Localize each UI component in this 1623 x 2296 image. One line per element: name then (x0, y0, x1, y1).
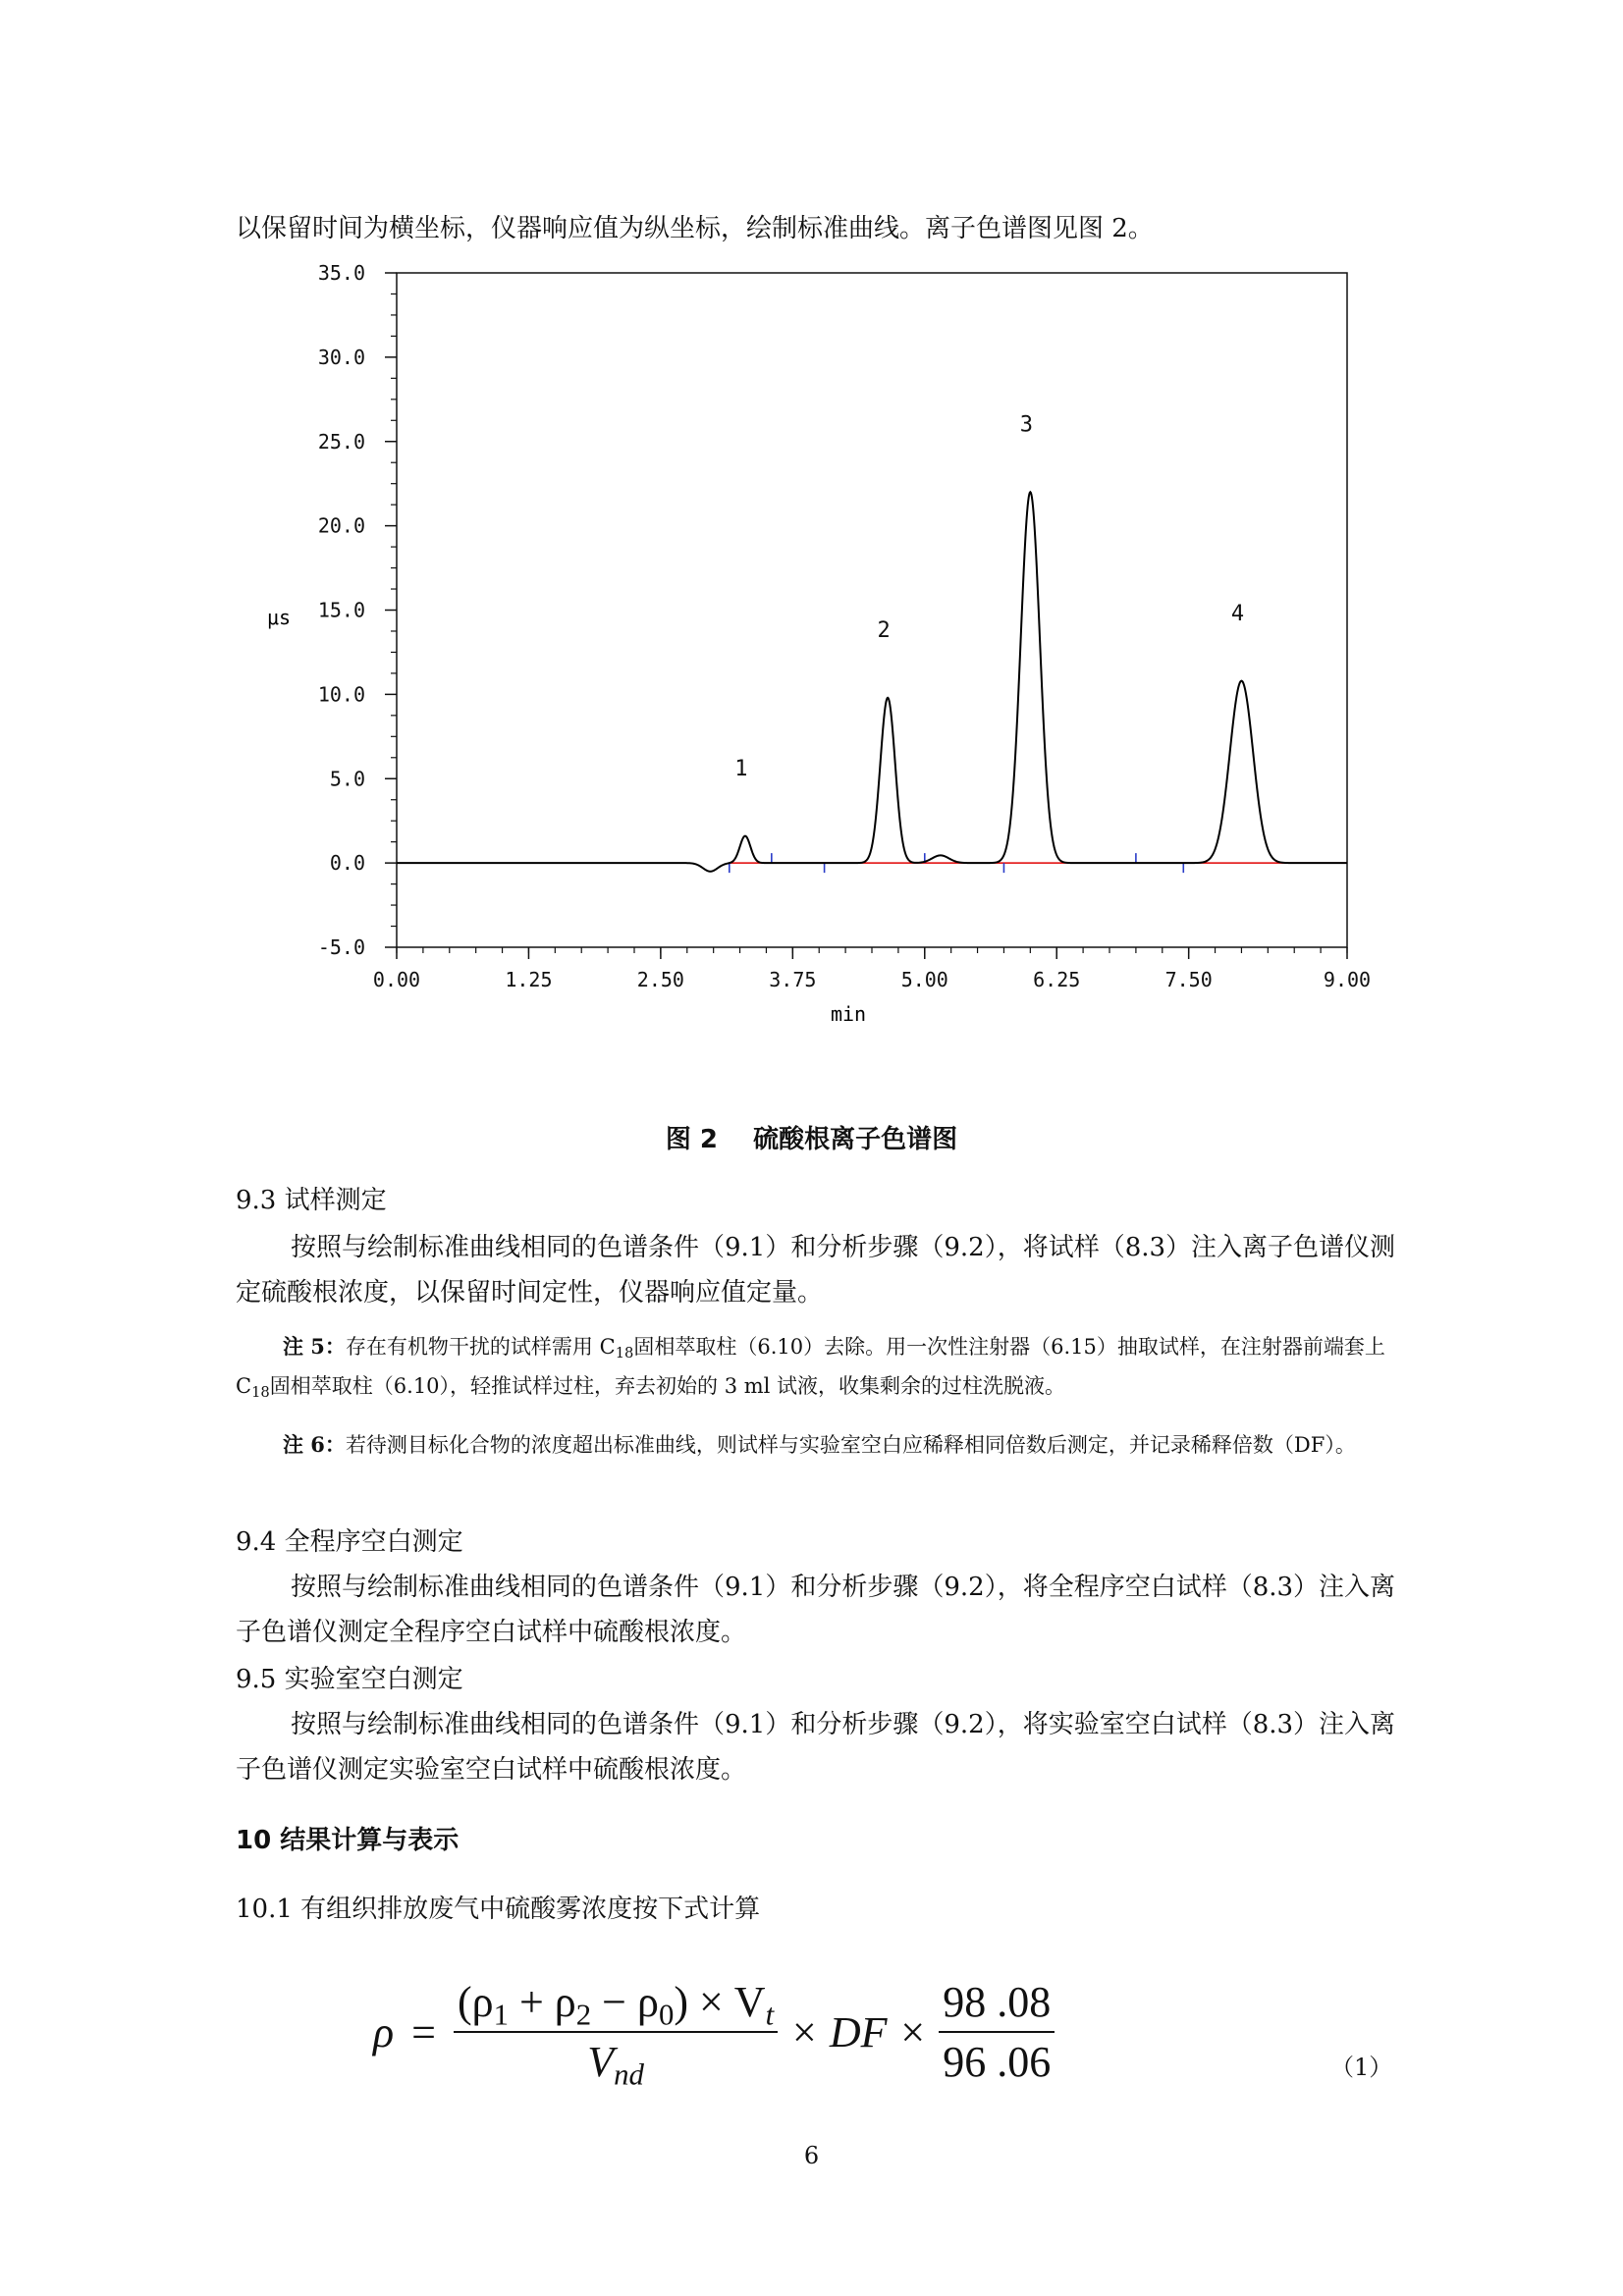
y-tick-label: 0.0 (329, 851, 365, 876)
intro-line: 以保留时间为横坐标，仪器响应值为纵坐标，绘制标准曲线。离子色谱图见图 2。 (236, 214, 1154, 243)
note-6: 注 6：若待测目标化合物的浓度超出标准曲线，则试样与实验室空白应稀释相同倍数后测定，并记录稀释倍数（DF）。 (283, 1432, 1356, 1457)
peak-label: 2 (877, 617, 891, 643)
section-9-5-paragraph: 按照与绘制标准曲线相同的色谱条件（9.1）和分析步骤（9.2），将实验室空白试样（8.3）注入离子色谱仪测定实验室空白试样中硫酸根浓度。 (236, 1710, 1396, 1785)
x-tick-label: 9.00 (1323, 968, 1372, 991)
y-tick-label: 25.0 (317, 429, 365, 454)
y-tick-label: 20.0 (317, 513, 365, 538)
y-axis-label: μs (267, 606, 292, 629)
section-9-4-heading: 9.4 全程序空白测定 (236, 1527, 463, 1557)
x-tick-label: 3.75 (769, 968, 817, 991)
note-5-label: 注 5： (283, 1334, 346, 1359)
y-tick-label: 5.0 (329, 767, 365, 791)
x-tick-label: 2.50 (636, 968, 684, 991)
y-tick-label: -5.0 (317, 935, 365, 959)
note-6-label: 注 6： (283, 1432, 346, 1457)
figure-caption: 图 2 硫酸根离子色谱图 (665, 1125, 958, 1154)
y-tick-label: 10.0 (317, 682, 365, 707)
x-tick-label: 5.00 (900, 968, 948, 991)
peak-label: 3 (1019, 412, 1033, 438)
section-9-4-paragraph: 按照与绘制标准曲线相同的色谱条件（9.1）和分析步骤（9.2），将全程序空白试样（8.3）注入离子色谱仪测定全程序空白试样中硫酸根浓度。 (236, 1573, 1396, 1647)
chromatogram-figure (0, 255, 1623, 1041)
section-9-3-heading: 9.3 试样测定 (236, 1186, 387, 1215)
section-9-5-heading: 9.5 实验室空白测定 (236, 1665, 463, 1694)
peak-label: 1 (734, 756, 748, 781)
chromatogram-chart (0, 255, 1623, 1041)
equation-ratio-fraction: $\frac{98 .08}{96 .06}$ (939, 1977, 1055, 2087)
x-tick-label: 0.00 (372, 968, 421, 991)
equation-number: （1） (1330, 2054, 1393, 2081)
peak-label: 4 (1230, 601, 1245, 626)
chromatogram-trace (397, 492, 1347, 871)
x-axis-label: min (830, 1002, 867, 1026)
section-10-heading: 10 结果计算与表示 (236, 1826, 460, 1855)
section-10-1-heading: 10.1 有组织排放废气中硫酸雾浓度按下式计算 (236, 1895, 761, 1924)
equation-main-fraction: $\frac{(\rho_1 + \rho_2 - \rho_0) \times V_t}{V_{nd}}$ (454, 1977, 778, 2087)
page-number: 6 (803, 2142, 820, 2169)
note-5: 注 5：存在有机物干扰的试样需用 $C_{18}$固相萃取柱（6.10）去除。用一次性注射器（6.15）抽取试样，在注射器前端套上 $C_{18}$固相萃取柱（6.10），轻推试样过柱，弃去初始的 3 ml 试液，收集剩余的过柱洗脱液。 (236, 1334, 1385, 1402)
y-tick-label: 30.0 (317, 345, 365, 369)
y-tick-label: 35.0 (317, 261, 365, 285)
section-9-3-paragraph: 按照与绘制标准曲线相同的色谱条件（9.1）和分析步骤（9.2），将试样（8.3）注入离子色谱仪测定硫酸根浓度，以保留时间定性，仪器响应值定量。 (236, 1233, 1396, 1308)
x-tick-label: 6.25 (1033, 968, 1081, 991)
equation-1: ρ = $\frac{(\rho_1 + \rho_2 - \rho_0) \times V_t}{V_{nd}}$ × DF × $\frac{98 .08}{96 .06}$ (373, 1973, 1055, 2091)
x-tick-label: 1.25 (505, 968, 553, 991)
x-tick-label: 7.50 (1164, 968, 1213, 991)
y-tick-label: 15.0 (317, 598, 365, 622)
